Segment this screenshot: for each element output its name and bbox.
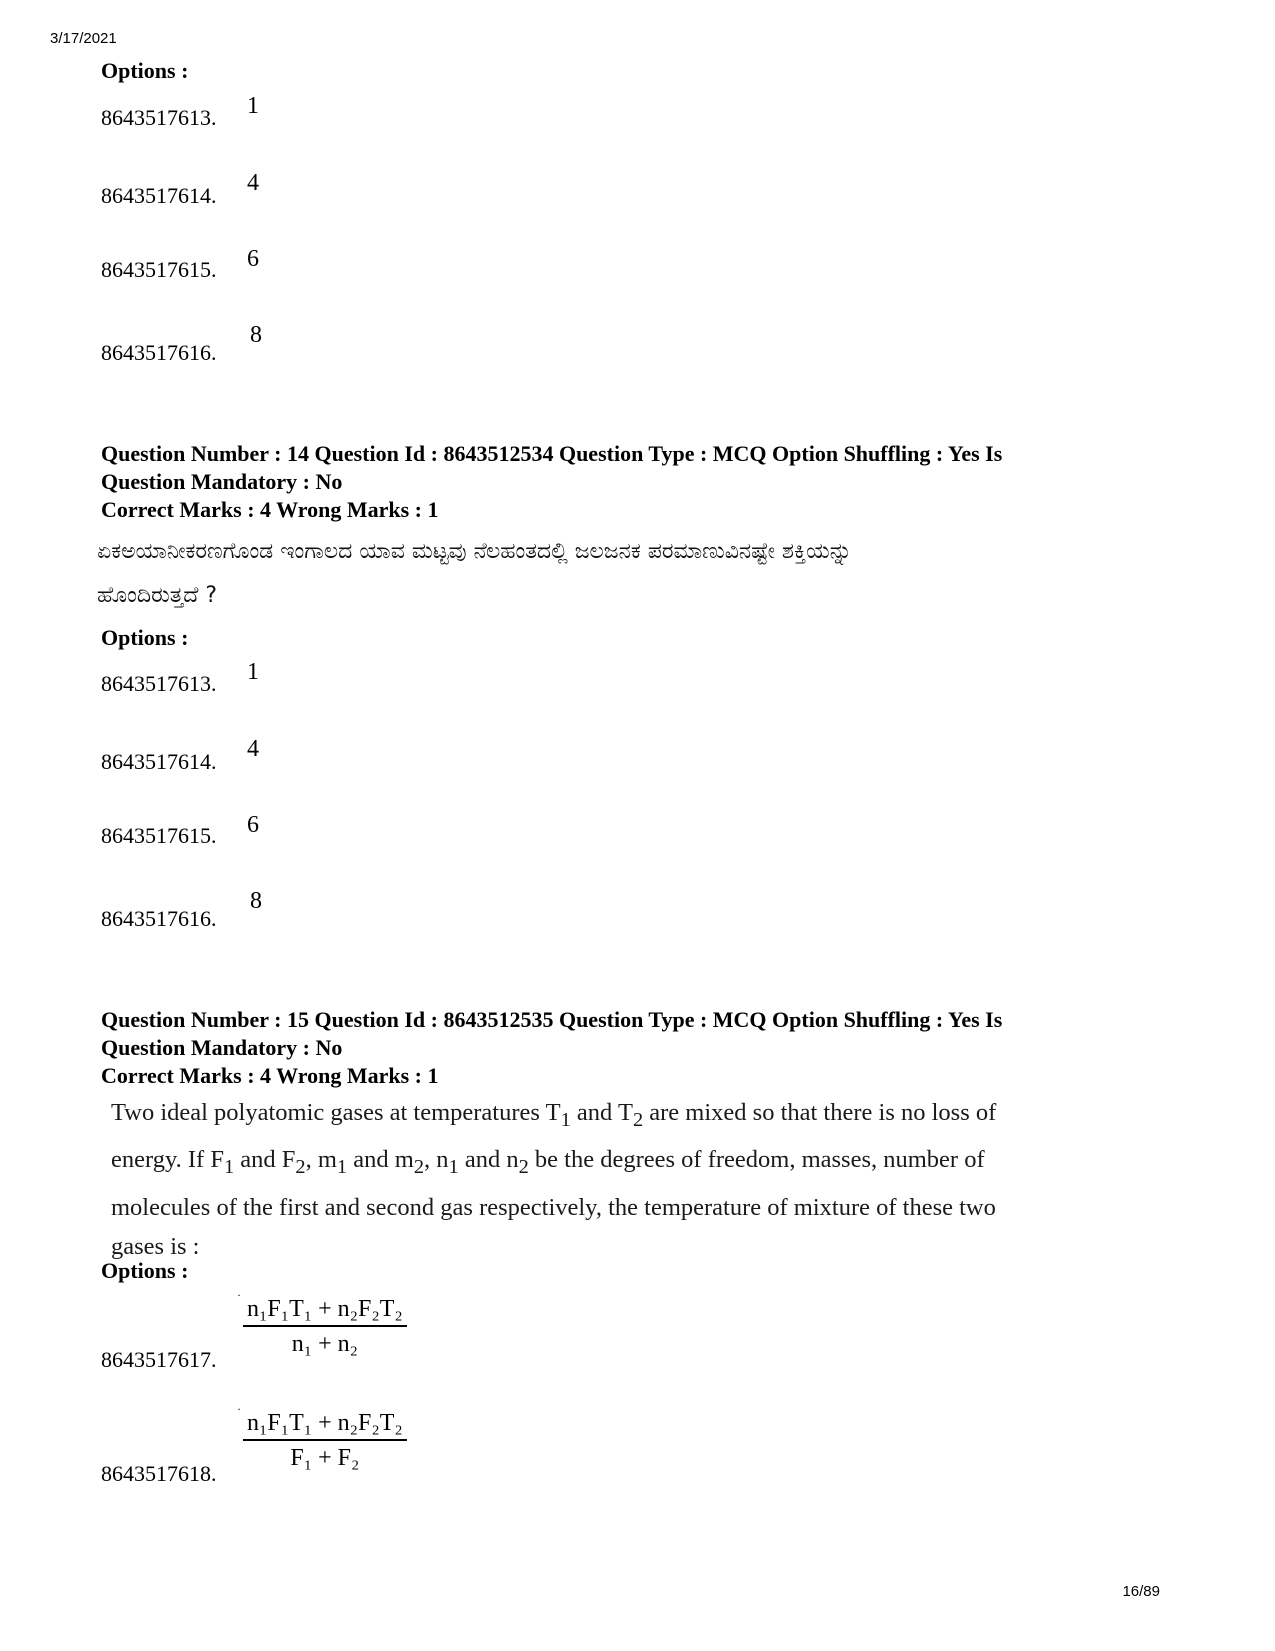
text-run: and n bbox=[458, 1146, 519, 1174]
subscript: 2 bbox=[413, 1156, 425, 1179]
page-number: 16/89 bbox=[1122, 1583, 1160, 1600]
text-run: energy. If F bbox=[111, 1146, 224, 1174]
subscript: 2 bbox=[295, 1156, 306, 1179]
question-text-line bbox=[111, 1140, 1181, 1187]
option-id: 8643517613. bbox=[101, 671, 217, 696]
option-value: 1 bbox=[247, 93, 259, 119]
question-header-line: Question Number : 15 Question Id : 8643512535 Question Type : MCQ Option Shuffling : Yes Is bbox=[101, 1007, 1003, 1032]
subscript: 1 bbox=[336, 1156, 348, 1179]
option-id: 8643517614. bbox=[101, 183, 217, 208]
option-id: 8643517616. bbox=[101, 906, 217, 931]
subscript: 1 bbox=[560, 1108, 571, 1131]
option-value: 1 bbox=[247, 659, 259, 685]
fraction-denominator: n₁ + n₂ bbox=[291, 1331, 359, 1357]
question-header-line: Question Number : 14 Question Id : 8643512534 Question Type : MCQ Option Shuffling : Yes Is bbox=[101, 441, 1003, 466]
option-id: 8643517616. bbox=[101, 340, 217, 365]
question-text-line bbox=[111, 1093, 1181, 1140]
mark-dot: · bbox=[237, 1402, 241, 1416]
subscript: 2 bbox=[518, 1156, 529, 1179]
option-value: 6 bbox=[247, 812, 259, 838]
option-id: 8643517617. bbox=[101, 1347, 217, 1372]
question-text bbox=[97, 530, 1187, 618]
fraction-formula bbox=[237, 1288, 407, 1358]
option-value: 8 bbox=[250, 888, 262, 914]
text-run: , m bbox=[305, 1146, 337, 1174]
fraction-numerator: n₁F₁T₁ + n₂F₂T₂ bbox=[243, 1410, 407, 1441]
text-run: be the degrees of freedom, masses, number of bbox=[528, 1146, 985, 1174]
question-header bbox=[101, 1006, 1181, 1062]
fraction-formula bbox=[237, 1402, 407, 1472]
text-run: and T bbox=[570, 1099, 633, 1126]
print-date: 3/17/2021 bbox=[50, 30, 117, 47]
text-run: Two ideal polyatomic gases at temperatures T bbox=[111, 1099, 561, 1126]
question-marks: Correct Marks : 4 Wrong Marks : 1 bbox=[101, 497, 439, 522]
question-text-line: ಹೊಂದಿರುತ್ತದೆ ? bbox=[97, 583, 218, 608]
text-run: are mixed so that there is no loss of bbox=[643, 1099, 997, 1126]
option-id: 8643517615. bbox=[101, 823, 217, 848]
option-id: 8643517618. bbox=[101, 1461, 217, 1486]
question-text-line: ಏಕಅಯಾನೀಕರಣಗೊಂಡ ಇಂಗಾಲದ ಯಾವ ಮಟ್ಟವು ನೆಲಹಂತದಲ್ಲಿ ಜಲಜನಕ ಪರಮಾಣುವಿನಷ್ಟೇ ಶಕ್ತಿಯನ್ನು bbox=[97, 539, 852, 564]
text-run: , n bbox=[424, 1146, 449, 1174]
subscript: 1 bbox=[448, 1156, 459, 1179]
text-run: and m bbox=[347, 1146, 414, 1174]
question-header-line: Question Mandatory : No bbox=[101, 1035, 343, 1060]
option-value: 8 bbox=[250, 322, 262, 348]
option-id: 8643517613. bbox=[101, 105, 217, 130]
options-label: Options : bbox=[101, 625, 189, 650]
subscript: 1 bbox=[223, 1156, 235, 1179]
option-value: 4 bbox=[247, 170, 259, 196]
option-value: 4 bbox=[247, 736, 259, 762]
fraction-numerator: n₁F₁T₁ + n₂F₂T₂ bbox=[243, 1296, 407, 1327]
question-text-line: gases is : bbox=[111, 1233, 200, 1261]
question-header bbox=[101, 440, 1181, 496]
options-label: Options : bbox=[101, 58, 189, 83]
mark-dot: · bbox=[237, 1288, 241, 1302]
fraction-denominator: F₁ + F₂ bbox=[290, 1445, 360, 1471]
option-value: 6 bbox=[247, 246, 259, 272]
text-run: and F bbox=[234, 1146, 296, 1174]
options-label: Options : bbox=[101, 1258, 189, 1283]
option-id: 8643517615. bbox=[101, 257, 217, 282]
option-id: 8643517614. bbox=[101, 749, 217, 774]
question-header-line: Question Mandatory : No bbox=[101, 469, 343, 494]
subscript: 2 bbox=[632, 1108, 644, 1131]
question-text-line: molecules of the first and second gas respectively, the temperature of mixture of these two bbox=[111, 1193, 996, 1221]
question-marks: Correct Marks : 4 Wrong Marks : 1 bbox=[101, 1063, 439, 1088]
question-text bbox=[111, 1093, 1181, 1267]
